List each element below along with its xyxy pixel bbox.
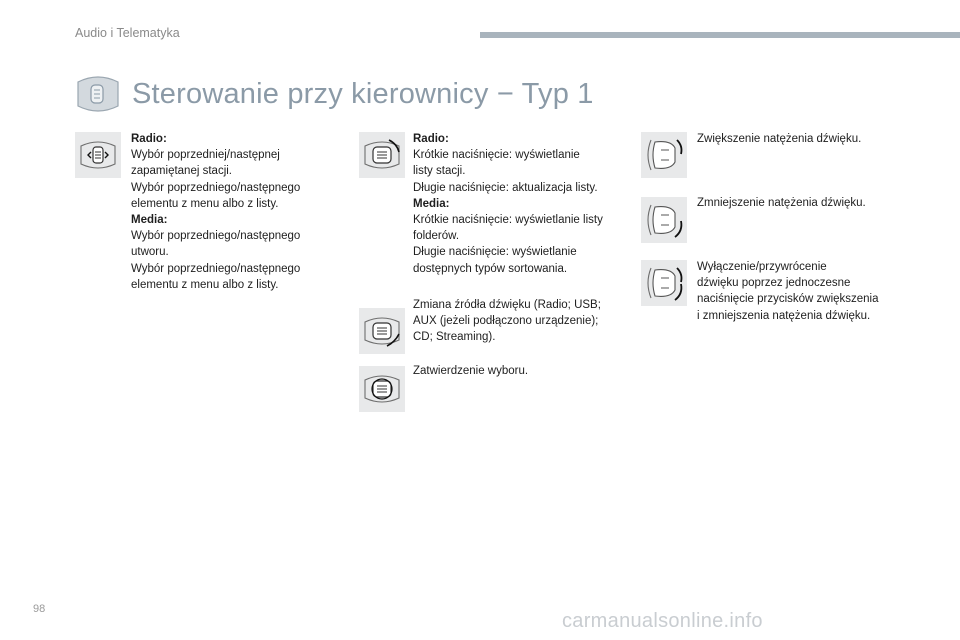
ok-wheel-icon	[359, 366, 405, 412]
mute-description: Wyłączenie/przywrócenie dźwięku poprzez jednoczesne naciśnięcie przycisków zwiększenia i zmniejszenia natężenia dźwięku.	[697, 261, 879, 322]
title-row	[74, 74, 594, 114]
section-header: Audio i Telematyka	[75, 26, 180, 40]
source-description: Zmiana źródła dźwięku (Radio; USB; AUX (jeżeli podłączono urządzenie); CD; Streaming).	[413, 299, 601, 344]
seek-description: Radio: Wybór poprzedniej/następnej zapamiętanej stacji. Wybór poprzedniego/następnego elementu z menu albo z listy. Media: Wybór poprzedniego/następnego utworu. Wybór poprzedniego/następnego elementu z menu albo z listy.	[131, 133, 301, 291]
list-description: Radio: Krótkie naciśnięcie: wyświetlanie listy stacji. Długie naciśnięcie: aktualizacja listy. Media: Krótkie naciśnięcie: wyświetlanie listy folderów. Długie naciśnięcie: wyświetlanie dostępnych typów sortowania.	[413, 133, 603, 275]
source-wheel-icon	[359, 308, 405, 354]
volume-up-icon	[641, 132, 687, 178]
volume-down-description: Zmniejszenie natężenia dźwięku.	[697, 197, 866, 209]
list-wheel-icon	[359, 132, 405, 178]
steering-control-icon	[74, 74, 122, 114]
header-bar	[480, 32, 960, 38]
volume-down-icon	[641, 197, 687, 243]
mute-icon	[641, 260, 687, 306]
seek-wheel-icon	[75, 132, 121, 178]
page-number: 98	[33, 603, 46, 615]
page-title: Sterowanie przy kierownicy − Typ 1	[132, 77, 594, 110]
watermark: carmanualsonline.info	[562, 610, 763, 632]
volume-up-description: Zwiększenie natężenia dźwięku.	[697, 133, 862, 145]
ok-description: Zatwierdzenie wyboru.	[413, 365, 529, 377]
